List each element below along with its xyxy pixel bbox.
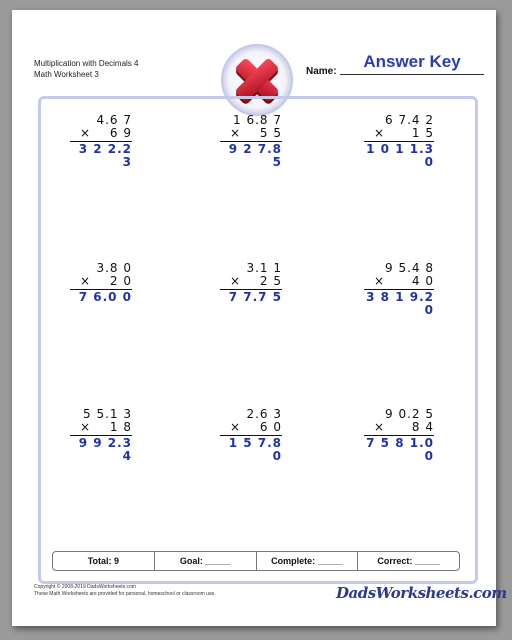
times-sign: × — [374, 420, 386, 434]
problem-multiplicand: 6 7.4 2 — [385, 113, 434, 127]
times-sign: × — [230, 126, 242, 140]
problem-multiplicand: 2.6 3 — [246, 407, 282, 421]
problem-8 — [220, 408, 282, 463]
problem-3 — [364, 114, 434, 169]
problem-answer: 1 5 7.8 0 — [228, 436, 282, 463]
times-sign: × — [230, 420, 242, 434]
problems-frame — [38, 96, 478, 584]
problem-multiplicand: 5 5.1 3 — [83, 407, 132, 421]
name-label: Name: — [306, 66, 337, 77]
copyright-line-2: These Math Worksheets are provided for personal, homeschool or classroom use. — [34, 591, 216, 597]
problem-5 — [220, 262, 282, 304]
problem-answer: 7 6.0 0 — [78, 290, 132, 304]
times-sign: × — [230, 274, 242, 288]
problem-multiplicand: 3.8 0 — [96, 261, 132, 275]
problem-multiplier: 6 0 — [259, 420, 282, 434]
score-box — [52, 551, 460, 571]
problem-answer: 1 0 1 1.3 0 — [366, 142, 434, 169]
problem-answer: 9 2 7.8 5 — [228, 142, 282, 169]
times-sign: × — [80, 420, 92, 434]
problem-multiplicand: 9 0.2 5 — [385, 407, 434, 421]
times-sign: × — [80, 274, 92, 288]
problem-1 — [70, 114, 132, 169]
problem-7 — [70, 408, 132, 463]
problem-9 — [364, 408, 434, 463]
worksheet-title — [34, 58, 138, 80]
problem-answer: 3 2 2.2 3 — [78, 142, 132, 169]
copyright-line-1: Copyright © 2008-2019 DadsWorksheets.com — [34, 584, 136, 590]
problem-multiplicand: 9 5.4 8 — [385, 261, 434, 275]
problem-multiplier: 1 8 — [109, 420, 132, 434]
problem-2 — [220, 114, 282, 169]
copyright-notice — [34, 584, 216, 598]
problem-answer: 9 9 2.3 4 — [78, 436, 132, 463]
total-cell: Total: 9 — [53, 552, 155, 570]
answer-key-field[interactable]: Answer Key — [340, 52, 484, 75]
complete-cell[interactable]: Complete: _____ — [257, 552, 359, 570]
problem-multiplier: 5 5 — [259, 126, 282, 140]
problem-multiplier: 4 0 — [411, 274, 434, 288]
problem-4 — [70, 262, 132, 304]
problem-multiplier: 6 9 — [109, 126, 132, 140]
goal-cell[interactable]: Goal: _____ — [155, 552, 257, 570]
problem-answer: 7 7.7 5 — [228, 290, 282, 304]
problem-multiplier: 1 5 — [411, 126, 434, 140]
problem-multiplier: 2 0 — [109, 274, 132, 288]
problem-answer: 3 8 1 9.2 0 — [366, 290, 434, 317]
problem-multiplicand: 1 6.8 7 — [233, 113, 282, 127]
brand-logo: DadsWorksheets.com — [336, 584, 507, 602]
problem-multiplier: 8 4 — [411, 420, 434, 434]
times-sign: × — [374, 126, 386, 140]
problem-multiplicand: 3.1 1 — [246, 261, 282, 275]
times-sign: × — [374, 274, 386, 288]
problem-multiplier: 2 5 — [259, 274, 282, 288]
title-line-2: Math Worksheet 3 — [34, 70, 99, 79]
problem-6 — [364, 262, 434, 317]
problem-answer: 7 5 8 1.0 0 — [366, 436, 434, 463]
worksheet-page — [12, 10, 507, 626]
correct-cell[interactable]: Correct: _____ — [377, 556, 440, 566]
problem-multiplicand: 4.6 7 — [96, 113, 132, 127]
title-line-1: Multiplication with Decimals 4 — [34, 59, 139, 68]
times-sign: × — [80, 126, 92, 140]
